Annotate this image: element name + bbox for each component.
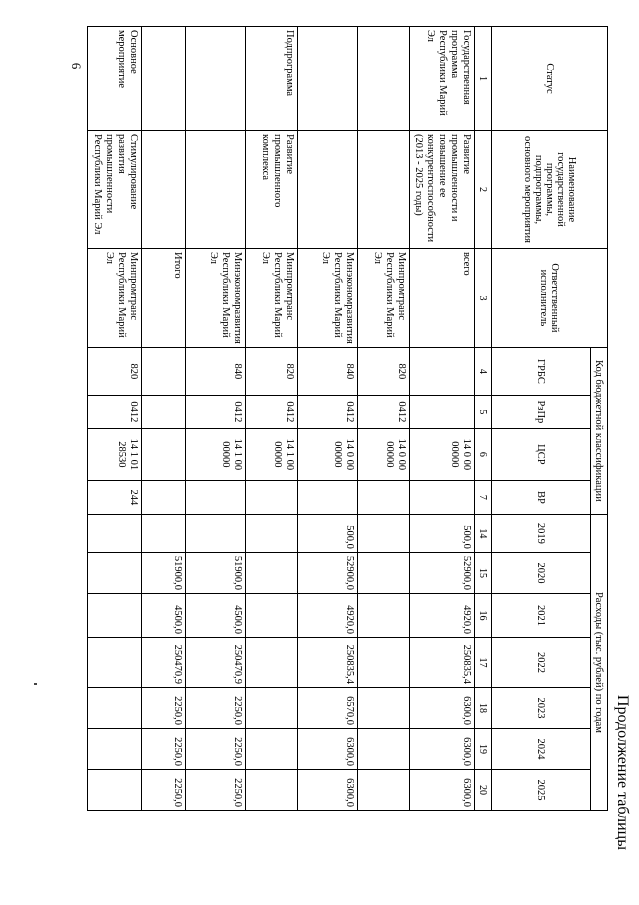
value-cell-2025: 6300,0: [298, 770, 358, 811]
grbs-cell: 820: [358, 347, 410, 395]
table-row: [410, 27, 475, 811]
value-cell-2023: [358, 688, 410, 729]
value-cell-2020: [246, 552, 298, 593]
csr-cell: 14 0 00 00000: [358, 428, 410, 480]
col-number: 17: [475, 638, 492, 688]
executor-cell: Минэкономразвития Республики Марий Эл: [298, 249, 358, 348]
value-cell-2024: [88, 729, 142, 770]
table-body: [88, 27, 475, 811]
value-cell-2024: [246, 729, 298, 770]
csr-cell: 14 1 00 00000: [246, 428, 298, 480]
header-csr: ЦСР: [492, 428, 591, 480]
vr-cell: [246, 480, 298, 514]
value-cell-2019: [88, 514, 142, 552]
status-cell: Основное мероприятие: [88, 27, 142, 131]
col-number: 3: [475, 249, 492, 348]
value-cell-2021: [358, 594, 410, 638]
col-number: 5: [475, 395, 492, 428]
grbs-cell: 820: [246, 347, 298, 395]
header-status: Статус: [492, 27, 608, 131]
value-cell-2021: [246, 594, 298, 638]
header-year-2022: 2022: [492, 638, 591, 688]
header-year-2024: 2024: [492, 729, 591, 770]
header-expenses: Расходы (тыс. рублей) по годам: [591, 514, 608, 810]
value-cell-2019: 500,0: [410, 514, 475, 552]
executor-cell: Минпромтранс Республики Марий Эл: [358, 249, 410, 348]
vr-cell: [186, 480, 246, 514]
header-year-2023: 2023: [492, 688, 591, 729]
csr-cell: 14 0 00 00000: [410, 428, 475, 480]
value-cell-2024: 2250,0: [142, 729, 186, 770]
value-cell-2023: [88, 688, 142, 729]
rzpr-cell: 0412: [298, 395, 358, 428]
col-number: 4: [475, 347, 492, 395]
grbs-cell: 840: [298, 347, 358, 395]
header-year-2021: 2021: [492, 594, 591, 638]
col-number: 7: [475, 480, 492, 514]
header-vr: ВР: [492, 480, 591, 514]
executor-cell: Минэкономразвития Республики Марий Эл: [186, 249, 246, 348]
value-cell-2022: 250470,9: [186, 638, 246, 688]
value-cell-2020: 52900,0: [298, 552, 358, 593]
column-number-row: [475, 27, 492, 811]
value-cell-2025: [88, 770, 142, 811]
value-cell-2022: 250470,9: [142, 638, 186, 688]
value-cell-2024: 6300,0: [410, 729, 475, 770]
budget-table: [87, 26, 608, 811]
col-number: 2: [475, 131, 492, 249]
rzpr-cell: 0412: [88, 395, 142, 428]
name-cell: [358, 131, 410, 249]
csr-cell: 14 0 00 00000: [298, 428, 358, 480]
value-cell-2020: 51900,0: [186, 552, 246, 593]
value-cell-2024: 2250,0: [186, 729, 246, 770]
table-row: [298, 27, 358, 811]
table-row: [246, 27, 298, 811]
value-cell-2024: 6300,0: [298, 729, 358, 770]
executor-cell: Итого: [142, 249, 186, 348]
value-cell-2022: 250835,4: [298, 638, 358, 688]
table-caption: Продолжение таблицы: [614, 694, 631, 850]
status-cell: Подпрограмма: [246, 27, 298, 131]
name-cell: [186, 131, 246, 249]
header-year-2025: 2025: [492, 770, 591, 811]
csr-cell: 14 1 00 00000: [186, 428, 246, 480]
value-cell-2020: [358, 552, 410, 593]
rzpr-cell: [142, 395, 186, 428]
csr-cell: [142, 428, 186, 480]
col-number: 14: [475, 514, 492, 552]
rzpr-cell: [410, 395, 475, 428]
name-cell: Стимулирование развития промышленности Республики Марий Эл: [88, 131, 142, 249]
col-number: 20: [475, 770, 492, 811]
status-cell: [186, 27, 246, 131]
value-cell-2019: [186, 514, 246, 552]
status-cell: [358, 27, 410, 131]
table-row: [88, 27, 142, 811]
rotated-page-content: [0, 12, 639, 882]
header-grbs: ГРБС: [492, 347, 591, 395]
value-cell-2019: [142, 514, 186, 552]
value-cell-2025: [246, 770, 298, 811]
value-cell-2025: 6300,0: [410, 770, 475, 811]
value-cell-2019: [358, 514, 410, 552]
value-cell-2021: 4500,0: [186, 594, 246, 638]
value-cell-2025: [358, 770, 410, 811]
value-cell-2022: [246, 638, 298, 688]
executor-cell: Минпромтранс Республики Марий Эл: [88, 249, 142, 348]
status-cell: Государственная программа Республики Марий Эл: [410, 27, 475, 131]
vr-cell: [358, 480, 410, 514]
value-cell-2019: [246, 514, 298, 552]
value-cell-2024: [358, 729, 410, 770]
table-row: [186, 27, 246, 811]
name-cell: Развитие промышленности и повышение ее конкурентоспособности (2013 - 2025 годы): [410, 131, 475, 249]
grbs-cell: 840: [186, 347, 246, 395]
col-number: 1: [475, 27, 492, 131]
col-number: 19: [475, 729, 492, 770]
value-cell-2025: 2250,0: [186, 770, 246, 811]
vr-cell: [298, 480, 358, 514]
executor-cell: Минпромтранс Республики Марий Эл: [246, 249, 298, 348]
value-cell-2023: 2250,0: [186, 688, 246, 729]
csr-cell: 14 1 01 28530: [88, 428, 142, 480]
value-cell-2021: 4500,0: [142, 594, 186, 638]
table-row: [358, 27, 410, 811]
page-number: 6: [69, 62, 84, 70]
rzpr-cell: 0412: [246, 395, 298, 428]
col-number: 16: [475, 594, 492, 638]
col-number: 6: [475, 428, 492, 480]
status-cell: [298, 27, 358, 131]
value-cell-2019: 500,0: [298, 514, 358, 552]
value-cell-2021: 4920,0: [410, 594, 475, 638]
value-cell-2023: 2250,0: [142, 688, 186, 729]
header-rzpr: РзПр: [492, 395, 591, 428]
header-budget-classification: Код бюджетной классификации: [591, 347, 608, 514]
vr-cell: [410, 480, 475, 514]
value-cell-2022: 250835,4: [410, 638, 475, 688]
status-cell: [142, 27, 186, 131]
value-cell-2023: 6570,0: [298, 688, 358, 729]
grbs-cell: [142, 347, 186, 395]
header-year-2020: 2020: [492, 552, 591, 593]
header-executor: Ответственный исполнитель: [492, 249, 608, 348]
vr-cell: 244: [88, 480, 142, 514]
value-cell-2021: 4920,0: [298, 594, 358, 638]
vr-cell: [142, 480, 186, 514]
grbs-cell: 820: [88, 347, 142, 395]
name-cell: [142, 131, 186, 249]
value-cell-2020: 51900,0: [142, 552, 186, 593]
header-name: Наименование государственной программы, подпрограммы, основного мероприятия: [492, 131, 608, 249]
table-row: [142, 27, 186, 811]
name-cell: Развитие промышленного комплекса: [246, 131, 298, 249]
value-cell-2023: 6300,0: [410, 688, 475, 729]
value-cell-2023: [246, 688, 298, 729]
grbs-cell: [410, 347, 475, 395]
name-cell: [298, 131, 358, 249]
rzpr-cell: 0412: [358, 395, 410, 428]
value-cell-2021: [88, 594, 142, 638]
rzpr-cell: 0412: [186, 395, 246, 428]
value-cell-2022: [358, 638, 410, 688]
executor-cell: всего: [410, 249, 475, 348]
value-cell-2025: 2250,0: [142, 770, 186, 811]
value-cell-2022: [88, 638, 142, 688]
header-year-2019: 2019: [492, 514, 591, 552]
value-cell-2020: 52900,0: [410, 552, 475, 593]
col-number: 15: [475, 552, 492, 593]
value-cell-2020: [88, 552, 142, 593]
col-number: 18: [475, 688, 492, 729]
